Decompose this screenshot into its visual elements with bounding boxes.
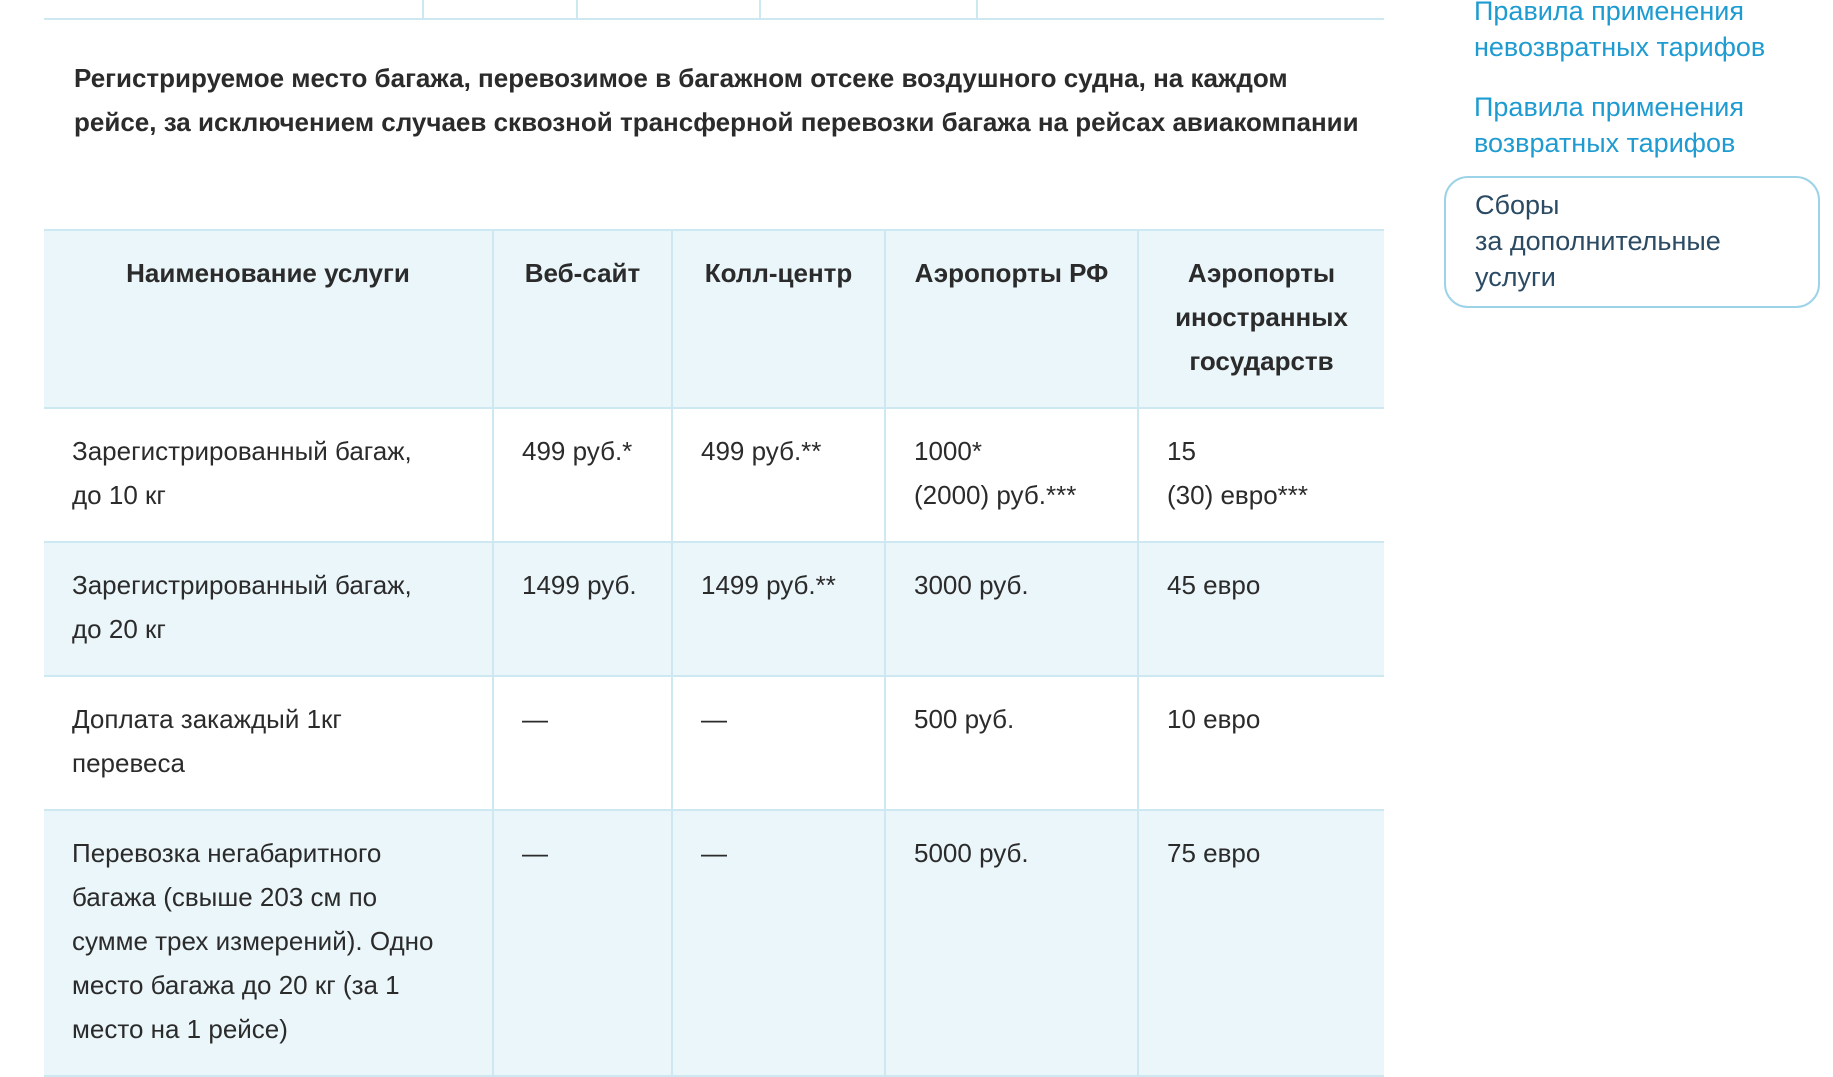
cell-call-center-price: — — [672, 676, 885, 810]
header-service: Наименование услуги — [44, 230, 493, 408]
cell-airports-rf-price: 500 руб. — [885, 676, 1138, 810]
table-header-row — [44, 230, 1384, 408]
header-airports-rf: Аэропорты РФ — [885, 230, 1138, 408]
cell-airports-foreign-price: 10 евро — [1138, 676, 1384, 810]
cell-service: Зарегистрированный багаж, до 10 кг — [44, 408, 493, 542]
cell-airports-rf-price: 1000* (2000) руб.*** — [885, 408, 1138, 542]
cell-airports-foreign-price: 75 евро — [1138, 810, 1384, 1076]
cell-service: Доплата закаждый 1кг перевеса — [44, 676, 493, 810]
baggage-fees-table — [44, 229, 1384, 1077]
cell-website-price: — — [493, 676, 672, 810]
cell-airports-foreign-price: 15 (30) евро*** — [1138, 408, 1384, 542]
table-row — [44, 408, 1384, 542]
cell-call-center-price: — — [672, 810, 885, 1076]
header-airports-foreign: Аэропорты иностранных государств — [1138, 230, 1384, 408]
column-divider — [976, 0, 978, 18]
header-website: Веб-сайт — [493, 230, 672, 408]
cell-airports-rf-price: 5000 руб. — [885, 810, 1138, 1076]
column-divider — [576, 0, 578, 18]
sidebar-link-nonrefundable-fares[interactable]: Правила применения невозвратных тарифов — [1474, 0, 1766, 62]
cell-service: Зарегистрированный багаж, до 20 кг — [44, 542, 493, 676]
previous-table-bottom-edge — [44, 0, 1384, 20]
cell-website-price: 499 руб.* — [493, 408, 672, 542]
cell-call-center-price: 1499 руб.** — [672, 542, 885, 676]
cell-airports-foreign-price: 45 евро — [1138, 542, 1384, 676]
section-heading: Регистрируемое место багажа, перевозимое в багажном отсеке воздушного судна, на каждом рейсе, за исключением случаев сквозной трансферной перевозки багажа на рейсах авиакомпании — [74, 63, 1359, 137]
cell-website-price: 1499 руб. — [493, 542, 672, 676]
cell-website-price: — — [493, 810, 672, 1076]
table-row — [44, 542, 1384, 676]
cell-call-center-price: 499 руб.** — [672, 408, 885, 542]
header-call-center: Колл-центр — [672, 230, 885, 408]
sidebar-item-additional-services-fees[interactable]: Сборы за дополнительные услуги — [1444, 176, 1820, 308]
table-row — [44, 810, 1384, 1076]
column-divider — [759, 0, 761, 18]
table-row — [44, 676, 1384, 810]
column-divider — [422, 0, 424, 18]
sidebar-link-refundable-fares[interactable]: Правила применения возвратных тарифов — [1474, 92, 1744, 158]
cell-airports-rf-price: 3000 руб. — [885, 542, 1138, 676]
cell-service: Перевозка негабаритного багажа (свыше 203 см по сумме трех измерений). Одно место багажа до 20 кг (за 1 место на 1 рейсе) — [44, 810, 493, 1076]
